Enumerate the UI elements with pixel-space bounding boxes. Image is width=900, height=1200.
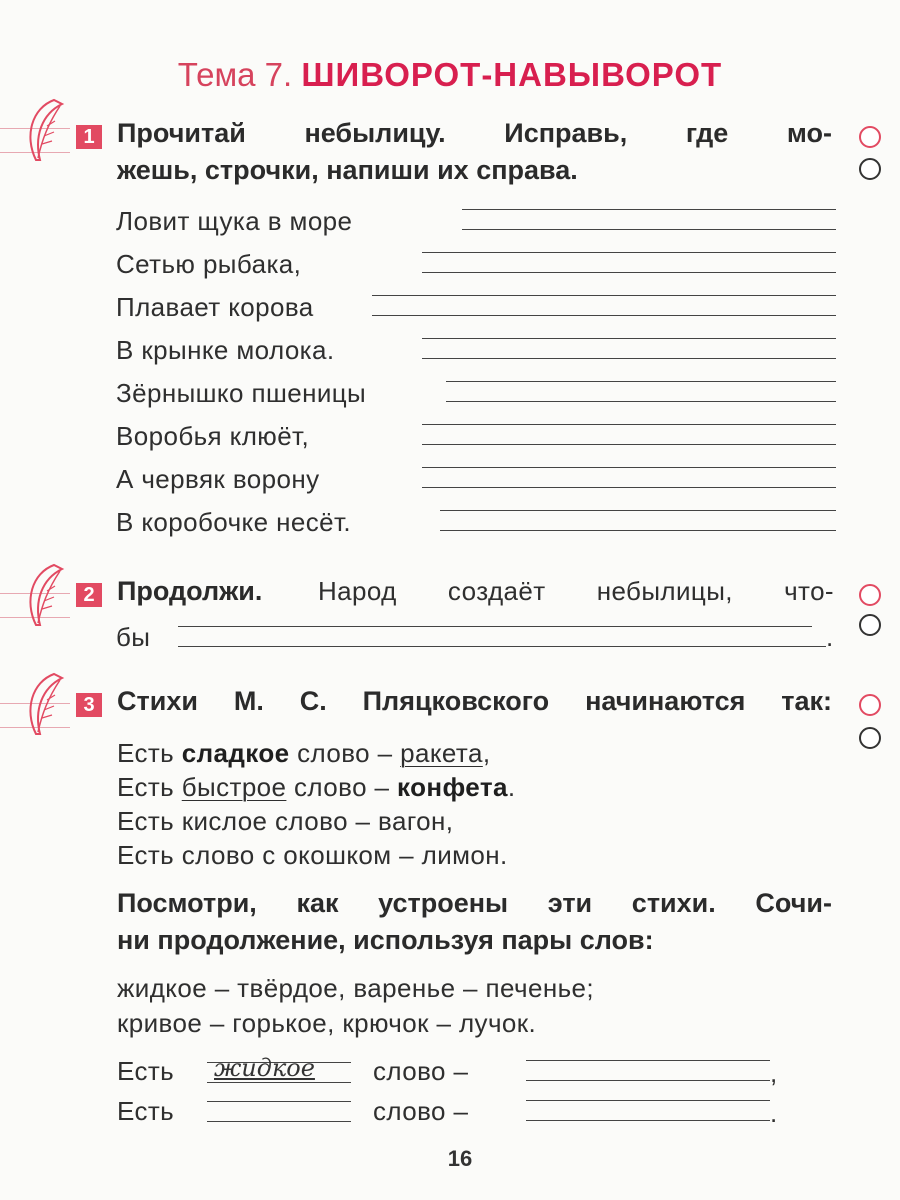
poem-word: Есть bbox=[117, 738, 175, 768]
poem-word-underlined: быстрое bbox=[181, 772, 287, 802]
poem-line: Есть кислое слово – вагон, bbox=[117, 806, 454, 836]
poem-line: Зёрнышко пшеницы bbox=[116, 378, 367, 408]
self-check-circle[interactable] bbox=[859, 614, 881, 636]
task2-prompt-end: бы bbox=[116, 622, 151, 652]
answer-slovo: слово – bbox=[373, 1056, 469, 1086]
task3-instruction-line1: Посмотри, как устроены эти стихи. Сочи- bbox=[117, 888, 832, 918]
poem-line: А червяк ворону bbox=[116, 464, 320, 494]
topic-number: Тема 7. bbox=[177, 56, 293, 93]
poem-word: Есть bbox=[117, 772, 175, 802]
poem-line bbox=[117, 772, 515, 803]
page-title bbox=[0, 56, 900, 94]
answer-line[interactable] bbox=[462, 229, 836, 230]
quill-icon bbox=[14, 670, 74, 740]
answer-line[interactable] bbox=[526, 1060, 770, 1061]
answer-est: Есть bbox=[117, 1096, 175, 1126]
punctuation: , bbox=[482, 738, 491, 768]
answer-line[interactable] bbox=[422, 252, 836, 253]
answer-line[interactable] bbox=[178, 626, 812, 627]
answer-line[interactable] bbox=[422, 272, 836, 273]
answer-line[interactable] bbox=[422, 444, 836, 445]
sentence-period: . bbox=[826, 622, 834, 652]
answer-line[interactable] bbox=[422, 358, 836, 359]
poem-line: Воробья клюёт, bbox=[116, 421, 310, 451]
answer-line[interactable] bbox=[422, 424, 836, 425]
task1-instruction-line2: жешь, строчки, напиши их справа. bbox=[117, 155, 578, 185]
task2-prompt: Народ создаёт небылицы, что- bbox=[318, 576, 834, 606]
poem-line: В крынке молока. bbox=[116, 335, 335, 365]
answer-line[interactable] bbox=[440, 510, 836, 511]
answer-est: Есть bbox=[117, 1056, 175, 1086]
answer-line[interactable] bbox=[372, 295, 836, 296]
answer-line[interactable] bbox=[446, 381, 836, 382]
answer-line[interactable] bbox=[372, 315, 836, 316]
answer-line[interactable] bbox=[207, 1101, 351, 1102]
handwritten-example: жидкое bbox=[214, 1054, 315, 1082]
word-pairs-line: кривое – горькое, крючок – лучок. bbox=[117, 1008, 537, 1038]
task2-head: Продолжи. bbox=[117, 576, 263, 606]
task-number-badge: 3 bbox=[76, 693, 102, 717]
task-number-badge: 1 bbox=[76, 125, 102, 149]
poem-line: Сетью рыбака, bbox=[116, 249, 302, 279]
poem-line: Ловит щука в море bbox=[116, 206, 353, 236]
self-check-circle[interactable] bbox=[859, 584, 881, 606]
poem-line bbox=[117, 738, 490, 769]
answer-line[interactable] bbox=[526, 1080, 770, 1081]
punctuation: , bbox=[770, 1058, 778, 1088]
page-number: 16 bbox=[447, 1146, 473, 1171]
task3-head: Стихи М. С. Пляцковского начинаются так: bbox=[117, 686, 832, 716]
quill-icon bbox=[14, 96, 74, 166]
answer-line[interactable] bbox=[462, 209, 836, 210]
answer-line[interactable] bbox=[526, 1120, 770, 1121]
answer-line[interactable] bbox=[422, 338, 836, 339]
punctuation: . bbox=[507, 772, 516, 802]
task-number-badge: 2 bbox=[76, 583, 102, 607]
poem-word-bold: конфета bbox=[397, 772, 508, 802]
poem-word-bold: сладкое bbox=[181, 738, 290, 768]
poem-word-underlined: ракета bbox=[400, 738, 483, 768]
self-check-circle[interactable] bbox=[859, 694, 881, 716]
answer-line[interactable] bbox=[422, 467, 836, 468]
task1-instruction-line1: Прочитай небылицу. Исправь, где мо- bbox=[117, 118, 832, 148]
word-pairs-line: жидкое – твёрдое, варенье – печенье; bbox=[117, 973, 595, 1003]
answer-line[interactable] bbox=[440, 530, 836, 531]
quill-icon bbox=[14, 561, 74, 631]
answer-line[interactable] bbox=[422, 487, 836, 488]
answer-line[interactable] bbox=[446, 401, 836, 402]
answer-line[interactable] bbox=[207, 1121, 351, 1122]
answer-line[interactable] bbox=[207, 1082, 351, 1083]
self-check-circle[interactable] bbox=[859, 727, 881, 749]
poem-line: Плавает корова bbox=[116, 292, 314, 322]
answer-line[interactable] bbox=[178, 646, 826, 647]
poem-line: В коробочке несёт. bbox=[116, 507, 352, 537]
poem-word: слово – bbox=[294, 772, 390, 802]
punctuation: . bbox=[770, 1098, 778, 1128]
answer-slovo: слово – bbox=[373, 1096, 469, 1126]
self-check-circle[interactable] bbox=[859, 158, 881, 180]
answer-line[interactable] bbox=[526, 1100, 770, 1101]
task3-instruction-line2: ни продолжение, используя пары слов: bbox=[117, 925, 654, 955]
topic-name: ШИВОРОТ-НАВЫВОРОТ bbox=[301, 56, 723, 93]
self-check-circle[interactable] bbox=[859, 126, 881, 148]
poem-word: слово – bbox=[297, 738, 393, 768]
poem-line: Есть слово с окошком – лимон. bbox=[117, 840, 508, 870]
